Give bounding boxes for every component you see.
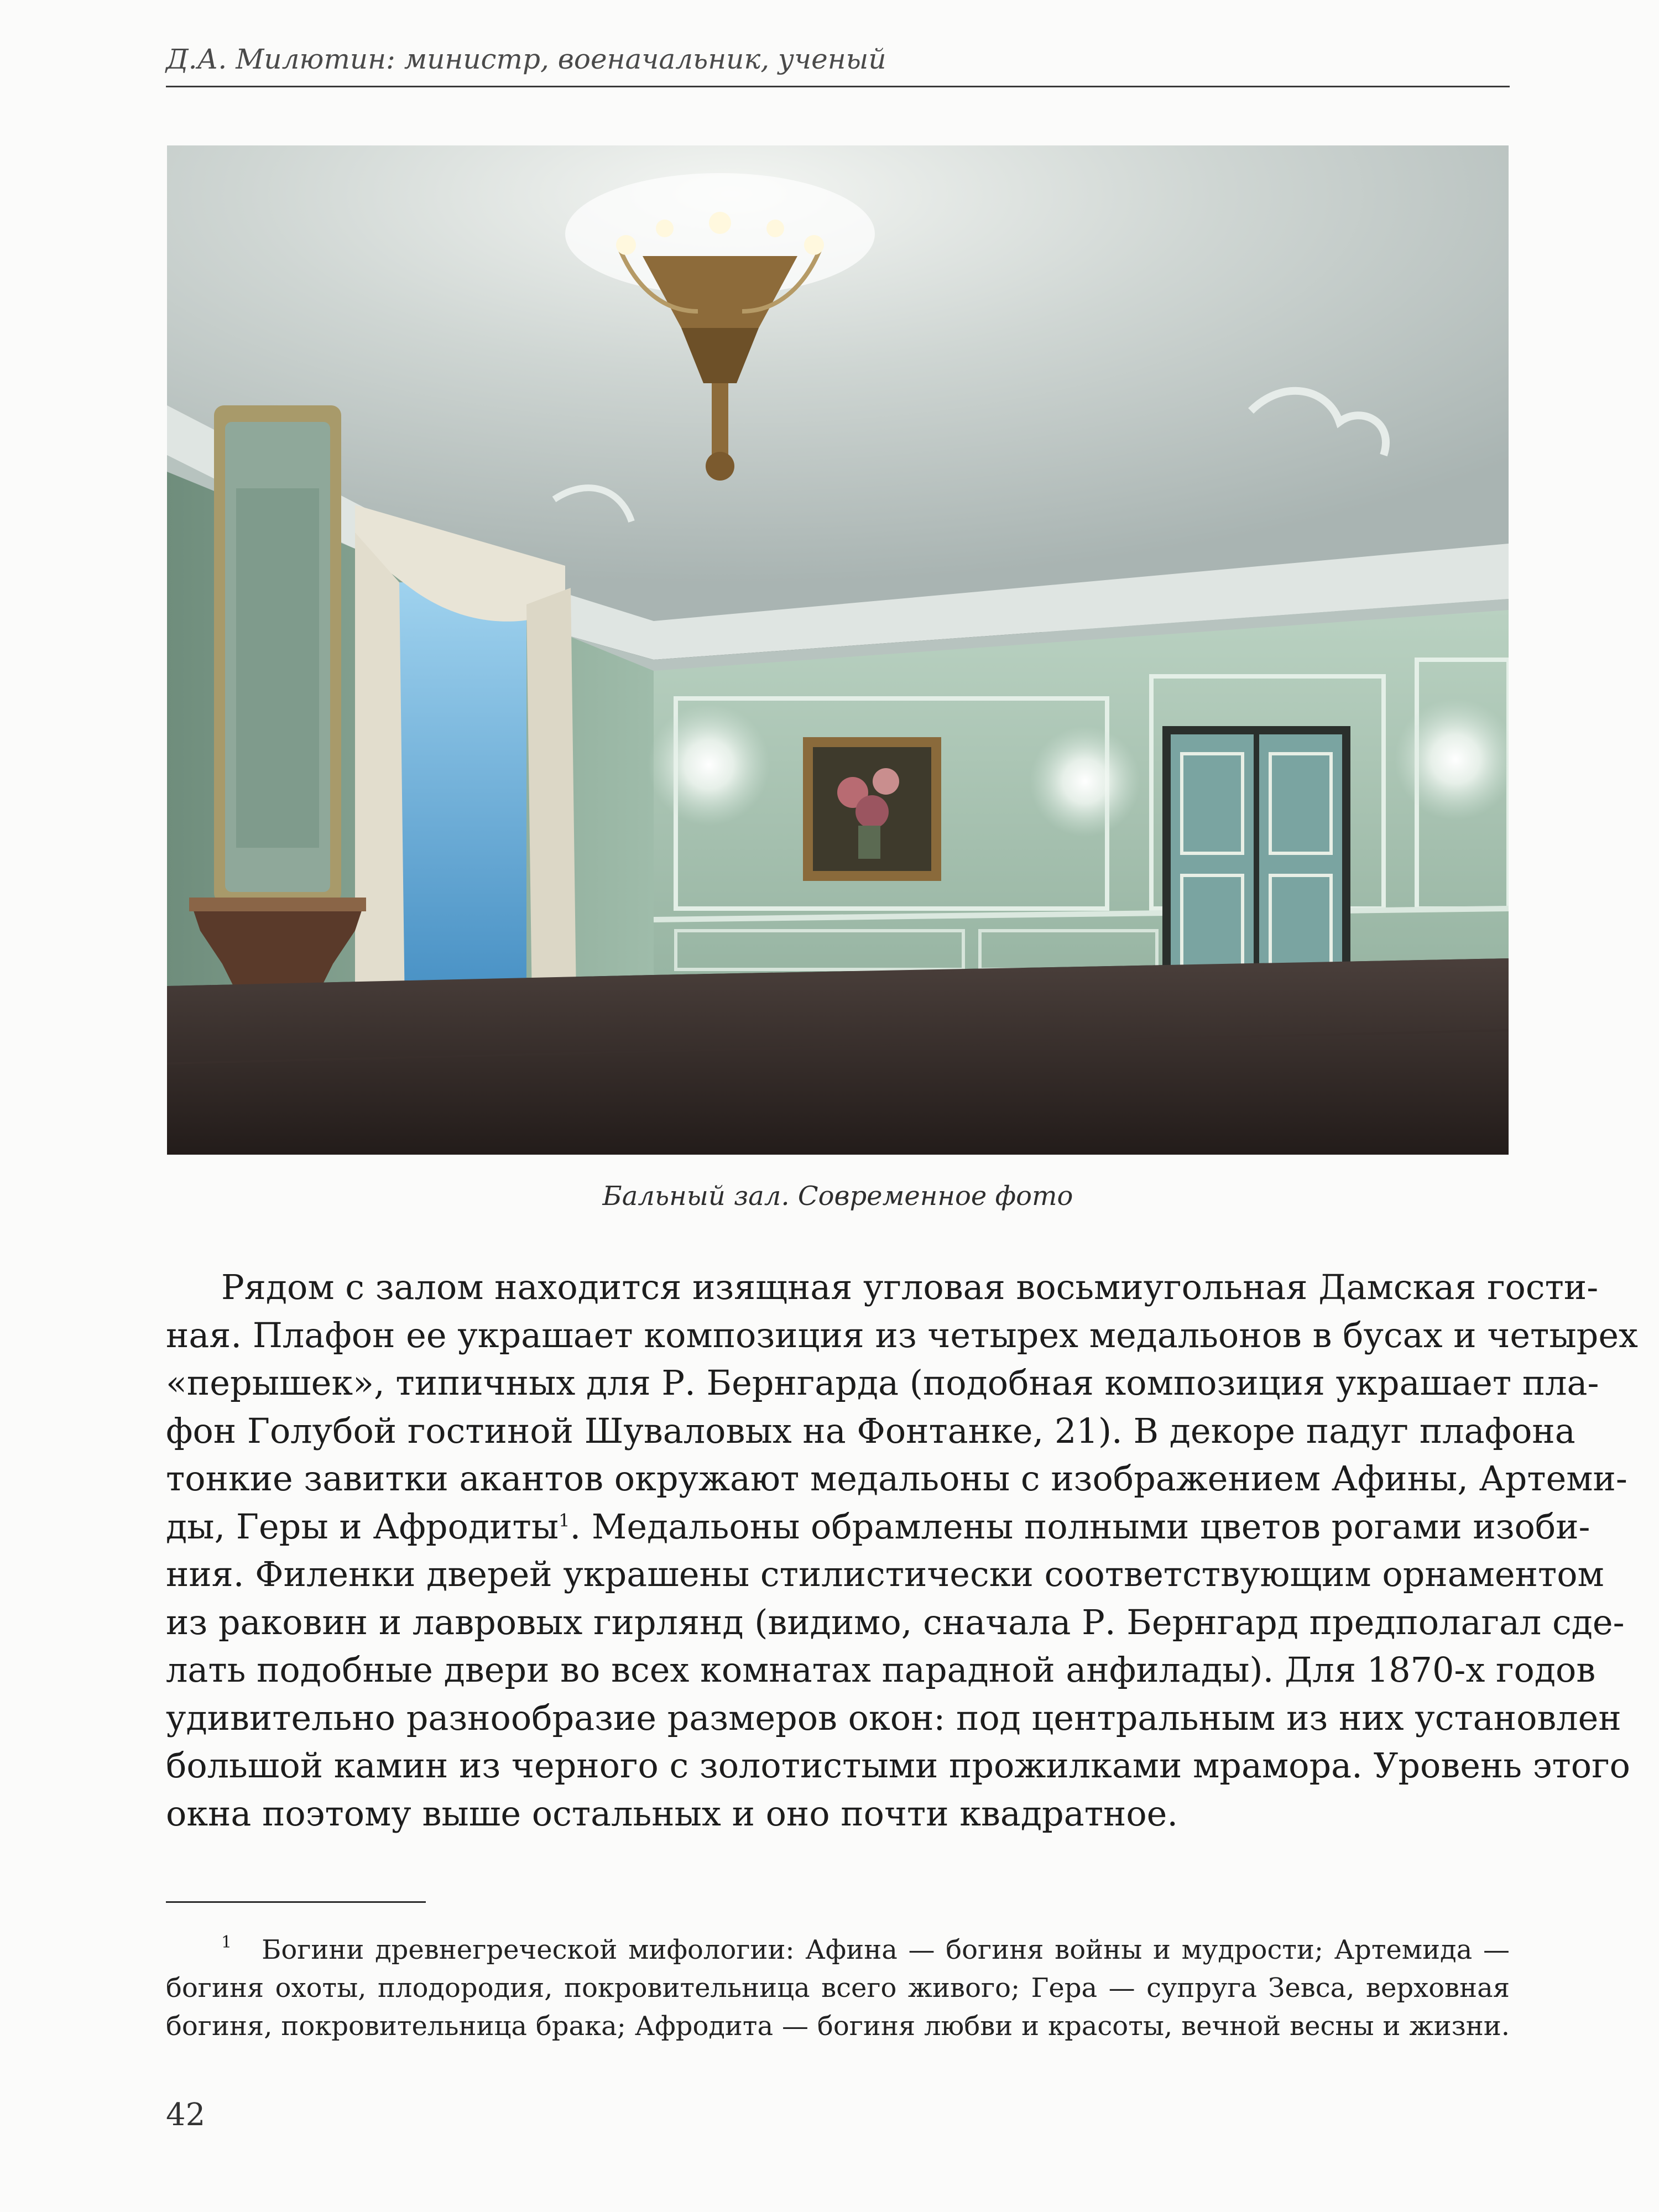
header-rule xyxy=(166,86,1510,87)
body-line: Рядом с залом находится изящная угловая восьмиугольная Дамская гости- xyxy=(221,1267,1599,1307)
body-line: удивительно разнообразие размеров окон: под центральным из них установлен xyxy=(166,1697,1621,1738)
running-head: Д.А. Милютин: министр, военачальник, ученый xyxy=(166,43,886,75)
footnote-line: богиня, покровительница брака; Афродита — богиня любви и красоты, вечной весны и жизни. xyxy=(166,2011,1510,2042)
photo-caption: Бальный зал. Современное фото xyxy=(602,1181,1073,1212)
body-line: «перышек», типичных для Р. Бернгарда (подобная композиция украшает пла- xyxy=(166,1363,1599,1403)
footnote-rule xyxy=(166,1901,426,1903)
footnote-line-text: Богини древнегреческой мифологии: Афина — богиня войны и мудрости; Артемида — xyxy=(262,1934,1510,1965)
body-line-tail: . Медальоны обрамлены полными цветов рогами изоби- xyxy=(570,1506,1590,1547)
body-line-head: ды, Геры и Афродиты xyxy=(166,1506,559,1547)
body-line: лать подобные двери во всех комнатах парадной анфилады). Для 1870-х годов xyxy=(166,1650,1596,1690)
body-line: большой камин из черного с золотистыми прожилками мрамора. Уровень этого xyxy=(166,1745,1630,1786)
footnote-line xyxy=(166,1923,1510,1969)
body-line: из раковин и лавровых гирлянд (видимо, сначала Р. Бернгард предполагал сде- xyxy=(166,1601,1625,1642)
body-line: тонкие завитки акантов окружают медальоны с изображением Афины, Артеми- xyxy=(166,1458,1627,1499)
body-line xyxy=(166,1503,1590,1551)
footnote-mark: 1 xyxy=(221,1933,232,1952)
body-paragraph xyxy=(166,1264,1639,1838)
body-line: окна поэтому выше остальных и оно почти квадратное. xyxy=(166,1793,1178,1834)
body-line: ния. Филенки дверей украшены стилистически соответствующим орнаментом xyxy=(166,1554,1604,1594)
body-line: фон Голубой гостиной Шуваловых на Фонтанке, 21). В декоре падуг плафона xyxy=(166,1410,1575,1451)
footnote-line: богиня охоты, плодородия, покровительница всего живого; Гера — супруга Зевса, верховная xyxy=(166,1973,1510,2004)
footnote-reference[interactable]: 1 xyxy=(559,1509,570,1531)
page-number: 42 xyxy=(166,2097,206,2133)
ballroom-photo xyxy=(167,145,1509,1155)
body-line: ная. Плафон ее украшает композиция из четырех медальонов в бусах и четырех xyxy=(166,1314,1639,1355)
footnote xyxy=(166,1923,1510,2046)
